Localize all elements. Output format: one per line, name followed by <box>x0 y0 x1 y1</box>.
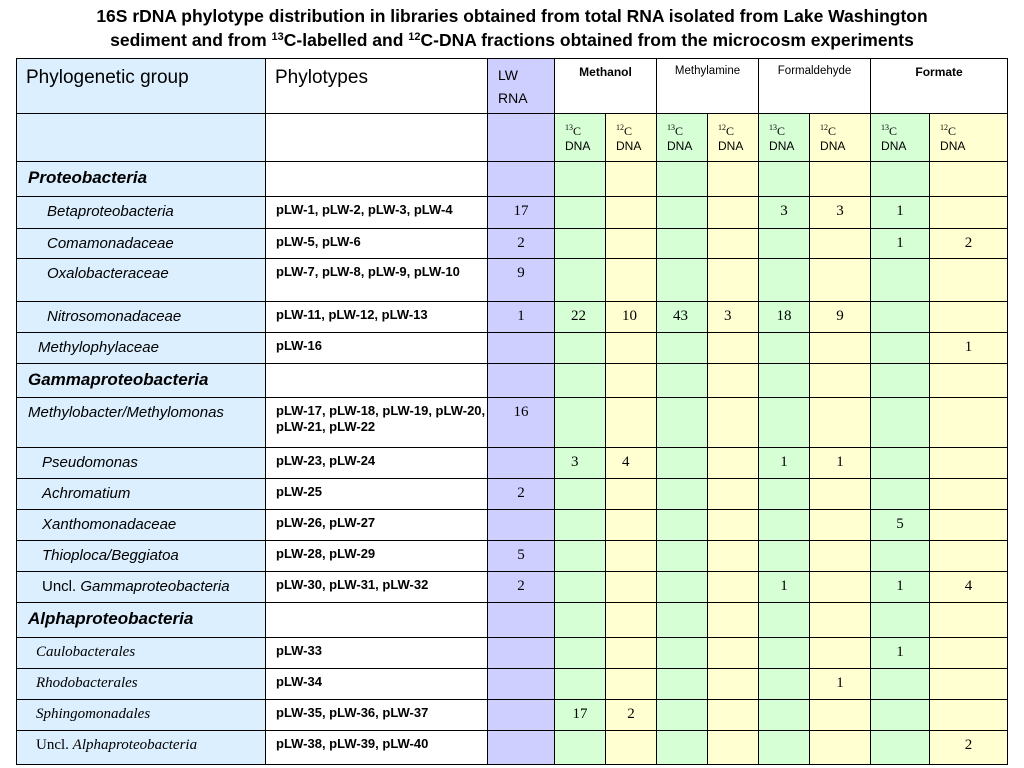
count-cell <box>759 638 810 669</box>
count-cell: 22 <box>555 302 606 333</box>
count-cell <box>810 731 871 765</box>
count-cell <box>930 638 1008 669</box>
count-cell <box>606 541 657 572</box>
phylotypes-cell: pLW-28, pLW-29 <box>266 541 488 572</box>
count-cell <box>871 398 930 448</box>
table-row <box>17 229 1008 259</box>
count-cell: 2 <box>606 700 657 731</box>
count-cell: 1 <box>759 448 810 479</box>
count-cell <box>657 162 708 197</box>
count-cell <box>606 669 657 700</box>
table-row <box>17 448 1008 479</box>
header-row <box>17 59 1008 114</box>
phylogenetic-group-cell: Uncl. Alphaproteobacteria <box>17 731 266 765</box>
table-row <box>17 541 1008 572</box>
phylogenetic-group-cell: Xanthomonadaceae <box>17 510 266 541</box>
count-cell <box>657 700 708 731</box>
count-cell: 1 <box>759 572 810 603</box>
header-phylogenetic-group: Phylogenetic group <box>17 59 266 114</box>
count-cell <box>555 572 606 603</box>
count-cell <box>657 603 708 638</box>
count-cell <box>606 364 657 398</box>
table-row <box>17 398 1008 448</box>
count-cell <box>606 162 657 197</box>
table-row <box>17 197 1008 229</box>
count-cell <box>657 333 708 364</box>
table-row <box>17 364 1008 398</box>
count-cell: 3 <box>759 197 810 229</box>
title-line-2: sediment and from $^{13}$C-labelled and $^{12}$C-DNA fractions obtained from the microcosm experiments <box>110 30 914 50</box>
phylogenetic-group-cell: Alphaproteobacteria <box>17 603 266 638</box>
count-cell <box>488 333 555 364</box>
header-lw-rna: LW RNA <box>488 59 555 114</box>
count-cell <box>759 510 810 541</box>
count-cell <box>810 700 871 731</box>
table-row <box>17 510 1008 541</box>
count-cell <box>810 510 871 541</box>
subheader-12c-dna-1: $^{12}$C DNA <box>606 114 657 162</box>
table-row <box>17 162 1008 197</box>
count-cell <box>606 398 657 448</box>
count-cell <box>810 541 871 572</box>
count-cell <box>708 510 759 541</box>
count-cell <box>488 731 555 765</box>
count-cell <box>871 259 930 302</box>
count-cell <box>930 479 1008 510</box>
count-cell <box>871 541 930 572</box>
phylogenetic-group-cell: Betaproteobacteria <box>17 197 266 229</box>
count-cell <box>488 510 555 541</box>
count-cell: 2 <box>930 229 1008 259</box>
count-cell <box>871 603 930 638</box>
count-cell <box>871 669 930 700</box>
count-cell: 1 <box>871 572 930 603</box>
phylotypes-cell: pLW-26, pLW-27 <box>266 510 488 541</box>
phylotypes-cell <box>266 603 488 638</box>
count-cell <box>759 162 810 197</box>
phylotypes-cell: pLW-1, pLW-2, pLW-3, pLW-4 <box>266 197 488 229</box>
count-cell <box>930 669 1008 700</box>
phylogenetic-group-cell: Comamonadaceae <box>17 229 266 259</box>
table-row <box>17 731 1008 765</box>
phylotypes-cell: pLW-35, pLW-36, pLW-37 <box>266 700 488 731</box>
count-cell <box>606 479 657 510</box>
count-cell <box>810 333 871 364</box>
count-cell <box>708 229 759 259</box>
phylogenetic-group-cell: Nitrosomonadaceae <box>17 302 266 333</box>
count-cell <box>759 479 810 510</box>
table-row <box>17 669 1008 700</box>
count-cell <box>930 398 1008 448</box>
count-cell: 4 <box>930 572 1008 603</box>
count-cell <box>606 333 657 364</box>
count-cell <box>930 541 1008 572</box>
count-cell <box>657 448 708 479</box>
phylotypes-cell: pLW-25 <box>266 479 488 510</box>
count-cell <box>708 479 759 510</box>
count-cell <box>930 197 1008 229</box>
phylogenetic-group-cell: Achromatium <box>17 479 266 510</box>
header-phylotypes: Phylotypes <box>266 59 488 114</box>
phylotypes-cell <box>266 162 488 197</box>
count-cell <box>555 333 606 364</box>
count-cell: 2 <box>488 479 555 510</box>
count-cell: 2 <box>930 731 1008 765</box>
count-cell <box>759 700 810 731</box>
count-cell <box>810 364 871 398</box>
count-cell <box>606 197 657 229</box>
count-cell <box>555 398 606 448</box>
subheader-13c-dna-6: $^{13}$C DNA <box>871 114 930 162</box>
phylogenetic-group-cell: Methylobacter/Methylomonas <box>17 398 266 448</box>
count-cell <box>930 700 1008 731</box>
count-cell: 5 <box>488 541 555 572</box>
count-cell <box>759 603 810 638</box>
count-cell <box>606 731 657 765</box>
header-methanol: Methanol <box>555 59 657 114</box>
table-row <box>17 638 1008 669</box>
count-cell <box>930 510 1008 541</box>
phylogenetic-group-cell: Sphingomonadales <box>17 700 266 731</box>
count-cell <box>871 333 930 364</box>
count-cell: 16 <box>488 398 555 448</box>
slide-title <box>0 4 1024 52</box>
count-cell <box>810 572 871 603</box>
count-cell: 1 <box>871 197 930 229</box>
subheader-12c-dna-5: $^{12}$C DNA <box>810 114 871 162</box>
count-cell <box>708 638 759 669</box>
count-cell <box>606 603 657 638</box>
subheader-13c-dna-0: $^{13}$C DNA <box>555 114 606 162</box>
phylotype-table <box>16 58 1008 765</box>
count-cell <box>555 259 606 302</box>
count-cell: 43 <box>657 302 708 333</box>
count-cell <box>759 333 810 364</box>
count-cell <box>871 700 930 731</box>
count-cell <box>871 731 930 765</box>
count-cell <box>555 638 606 669</box>
count-cell <box>657 259 708 302</box>
count-cell: 1 <box>810 669 871 700</box>
subheader-group-blank <box>17 114 266 162</box>
count-cell <box>871 302 930 333</box>
count-cell <box>657 229 708 259</box>
phylotypes-cell <box>266 364 488 398</box>
phylogenetic-group-cell: Methylophylaceae <box>17 333 266 364</box>
count-cell <box>759 541 810 572</box>
phylogenetic-group-cell: Caulobacterales <box>17 638 266 669</box>
subheader-12c-dna-3: $^{12}$C DNA <box>708 114 759 162</box>
count-cell <box>488 448 555 479</box>
count-cell: 1 <box>488 302 555 333</box>
count-cell <box>555 162 606 197</box>
count-cell <box>708 572 759 603</box>
count-cell <box>657 541 708 572</box>
count-cell <box>708 259 759 302</box>
count-cell <box>708 700 759 731</box>
count-cell <box>708 448 759 479</box>
table-row <box>17 479 1008 510</box>
count-cell <box>555 197 606 229</box>
count-cell <box>657 731 708 765</box>
count-cell <box>708 603 759 638</box>
table-row <box>17 603 1008 638</box>
count-cell <box>810 259 871 302</box>
count-cell <box>871 364 930 398</box>
count-cell <box>759 398 810 448</box>
count-cell <box>708 669 759 700</box>
count-cell <box>871 479 930 510</box>
count-cell <box>657 364 708 398</box>
count-cell: 17 <box>488 197 555 229</box>
count-cell <box>759 229 810 259</box>
header-methylamine: Methylamine <box>657 59 759 114</box>
phylotypes-cell: pLW-5, pLW-6 <box>266 229 488 259</box>
subheader-phylotypes-blank <box>266 114 488 162</box>
count-cell <box>606 259 657 302</box>
phylotypes-cell: pLW-34 <box>266 669 488 700</box>
count-cell <box>810 638 871 669</box>
count-cell <box>810 398 871 448</box>
count-cell: 5 <box>871 510 930 541</box>
count-cell <box>871 162 930 197</box>
subheader-13c-dna-2: $^{13}$C DNA <box>657 114 708 162</box>
header-formaldehyde: Formaldehyde <box>759 59 871 114</box>
count-cell <box>657 398 708 448</box>
header-formate: Formate <box>871 59 1008 114</box>
count-cell <box>657 572 708 603</box>
count-cell: 3 <box>708 302 759 333</box>
phylogenetic-group-cell: Thioploca/Beggiatoa <box>17 541 266 572</box>
count-cell <box>708 364 759 398</box>
table-row <box>17 333 1008 364</box>
count-cell: 1 <box>871 638 930 669</box>
count-cell: 1 <box>871 229 930 259</box>
count-cell: 1 <box>810 448 871 479</box>
phylotypes-cell: pLW-38, pLW-39, pLW-40 <box>266 731 488 765</box>
count-cell: 3 <box>810 197 871 229</box>
count-cell <box>657 669 708 700</box>
subheader-lw-blank <box>488 114 555 162</box>
count-cell <box>488 638 555 669</box>
count-cell <box>488 669 555 700</box>
count-cell <box>657 479 708 510</box>
count-cell: 1 <box>930 333 1008 364</box>
count-cell <box>488 162 555 197</box>
count-cell <box>708 398 759 448</box>
count-cell: 18 <box>759 302 810 333</box>
count-cell <box>606 229 657 259</box>
count-cell <box>759 731 810 765</box>
count-cell: 2 <box>488 229 555 259</box>
count-cell <box>657 197 708 229</box>
count-cell <box>657 638 708 669</box>
count-cell <box>708 333 759 364</box>
subheader-12c-dna-7: $^{12}$C DNA <box>930 114 1008 162</box>
count-cell: 17 <box>555 700 606 731</box>
phylotypes-cell: pLW-33 <box>266 638 488 669</box>
count-cell: 2 <box>488 572 555 603</box>
count-cell <box>930 364 1008 398</box>
phylotypes-cell: pLW-11, pLW-12, pLW-13 <box>266 302 488 333</box>
count-cell <box>555 541 606 572</box>
count-cell <box>555 603 606 638</box>
title-line-1: 16S rDNA phylotype distribution in libraries obtained from total RNA isolated from Lake Washington <box>96 6 928 26</box>
phylotypes-cell: pLW-17, pLW-18, pLW-19, pLW-20, pLW-21, pLW-22 <box>266 398 488 448</box>
count-cell <box>488 700 555 731</box>
phylogenetic-group-cell: Oxalobacteraceae <box>17 259 266 302</box>
count-cell <box>708 731 759 765</box>
count-cell <box>555 731 606 765</box>
phylotypes-cell: pLW-16 <box>266 333 488 364</box>
count-cell <box>555 479 606 510</box>
count-cell <box>810 162 871 197</box>
table-row <box>17 302 1008 333</box>
count-cell <box>930 302 1008 333</box>
phylogenetic-group-cell: Proteobacteria <box>17 162 266 197</box>
count-cell: 4 <box>606 448 657 479</box>
phylogenetic-group-cell: Uncl. Gammaproteobacteria <box>17 572 266 603</box>
count-cell <box>555 364 606 398</box>
count-cell: 10 <box>606 302 657 333</box>
count-cell <box>657 510 708 541</box>
count-cell <box>930 603 1008 638</box>
count-cell <box>930 162 1008 197</box>
phylotypes-cell: pLW-23, pLW-24 <box>266 448 488 479</box>
phylotypes-cell: pLW-7, pLW-8, pLW-9, pLW-10 <box>266 259 488 302</box>
count-cell <box>708 541 759 572</box>
phylogenetic-group-cell: Gammaproteobacteria <box>17 364 266 398</box>
count-cell <box>810 479 871 510</box>
count-cell <box>871 448 930 479</box>
table-row <box>17 259 1008 302</box>
count-cell: 3 <box>555 448 606 479</box>
count-cell <box>708 197 759 229</box>
count-cell <box>606 510 657 541</box>
subheader-row <box>17 114 1008 162</box>
count-cell <box>488 603 555 638</box>
count-cell <box>555 669 606 700</box>
count-cell <box>555 229 606 259</box>
subheader-13c-dna-4: $^{13}$C DNA <box>759 114 810 162</box>
count-cell: 9 <box>488 259 555 302</box>
count-cell <box>555 510 606 541</box>
count-cell <box>606 572 657 603</box>
table-row <box>17 572 1008 603</box>
count-cell <box>930 259 1008 302</box>
count-cell <box>810 229 871 259</box>
count-cell <box>930 448 1008 479</box>
count-cell <box>488 364 555 398</box>
count-cell <box>759 259 810 302</box>
table-row <box>17 700 1008 731</box>
count-cell <box>759 364 810 398</box>
phylogenetic-group-cell: Pseudomonas <box>17 448 266 479</box>
count-cell <box>606 638 657 669</box>
count-cell: 9 <box>810 302 871 333</box>
count-cell <box>810 603 871 638</box>
phylogenetic-group-cell: Rhodobacterales <box>17 669 266 700</box>
count-cell <box>759 669 810 700</box>
phylotypes-cell: pLW-30, pLW-31, pLW-32 <box>266 572 488 603</box>
count-cell <box>708 162 759 197</box>
